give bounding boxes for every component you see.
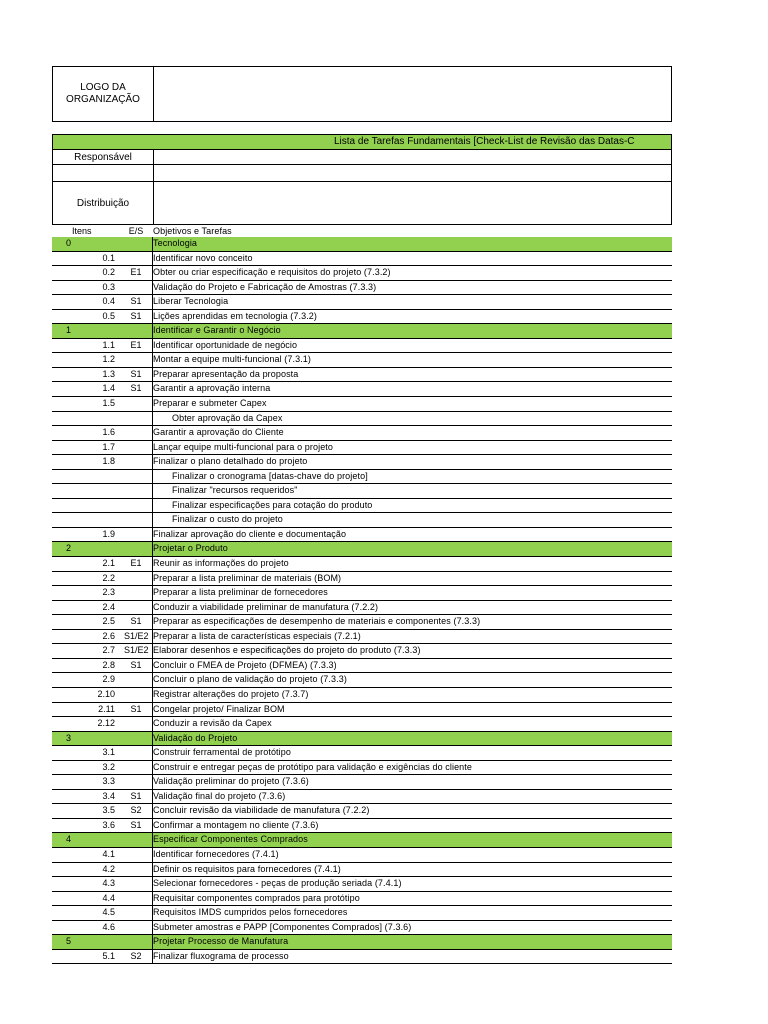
task-row [52, 717, 672, 732]
task-text: Montar a equipe multi-funcional (7.3.1) [153, 354, 311, 365]
task-row [52, 295, 672, 310]
task-row [52, 804, 672, 819]
distribution-row [52, 182, 672, 225]
task-row [52, 572, 672, 587]
row-item-number: 1.2 [102, 354, 115, 365]
row-item-number: 2.6 [102, 630, 115, 641]
row-item-number: 3.4 [102, 790, 115, 801]
row-item-number: 4.1 [102, 848, 115, 859]
task-sheet [52, 134, 672, 964]
task-text: Finalizar o cronograma [datas-chave do projeto] [172, 470, 368, 481]
column-header [52, 225, 672, 237]
task-text: Finalizar especificações para cotação do produto [172, 499, 373, 510]
sheet-title-bar [52, 134, 672, 150]
row-item-number: 0.1 [102, 252, 115, 263]
row-es: S2 [130, 805, 142, 816]
task-row [52, 470, 672, 485]
row-item-number: 3.2 [102, 761, 115, 772]
row-item-number: 1.1 [102, 339, 115, 350]
row-es: S1 [130, 659, 142, 670]
row-item-number: 2.9 [102, 674, 115, 685]
task-row [52, 761, 672, 776]
task-text: Preparar a lista de características especiais (7.2.1) [153, 630, 361, 641]
task-row [52, 848, 672, 863]
row-es: S1 [130, 790, 142, 801]
row-es: S1 [130, 296, 142, 307]
row-item-number: 2.12 [97, 718, 115, 729]
task-text: Validação final do projeto (7.3.6) [153, 790, 286, 801]
section-title: Tecnologia [153, 238, 198, 248]
section-row [52, 935, 672, 950]
distribution-label: Distribuição [53, 182, 154, 224]
section-title: Identificar e Garantir o Negócio [153, 325, 281, 336]
row-es: E1 [130, 267, 142, 278]
column-divider [152, 484, 153, 498]
row-item-number: 2.2 [102, 572, 115, 583]
task-text: Elaborar desenhos e especificações do projeto do produto (7.3.3) [153, 645, 421, 656]
task-row [52, 746, 672, 761]
task-text: Conduzir a viabilidade preliminar de manufatura (7.2.2) [153, 601, 379, 612]
task-row [52, 455, 672, 470]
task-row [52, 441, 672, 456]
task-text: Finalizar o custo do projeto [172, 514, 283, 525]
row-item-number: 2.7 [102, 645, 115, 656]
row-item-number: 1.8 [102, 456, 115, 467]
row-item-number: 2.1 [102, 558, 115, 569]
row-item-number: 0.5 [102, 310, 115, 321]
task-row [52, 615, 672, 630]
section-row [52, 833, 672, 848]
row-es: E1 [130, 558, 142, 569]
row-es: S1 [130, 368, 142, 379]
task-row [52, 528, 672, 543]
task-row [52, 775, 672, 790]
task-text: Liberar Tecnologia [153, 296, 229, 307]
logo-box [52, 66, 672, 122]
task-row [52, 863, 672, 878]
task-row [52, 412, 672, 427]
column-tasks: Objetivos e Tarefas [153, 226, 232, 236]
row-item-number: 0.2 [102, 267, 115, 278]
task-row [52, 353, 672, 368]
section-row [52, 237, 672, 252]
row-item-number: 4 [66, 834, 72, 845]
task-row [52, 557, 672, 572]
column-divider [152, 513, 153, 527]
column-es: E/S [128, 226, 144, 236]
task-row [52, 252, 672, 267]
task-row [52, 950, 672, 965]
row-item-number: 5.1 [102, 950, 115, 961]
logo-label-line1: LOGO DA [80, 82, 126, 93]
task-row [52, 819, 672, 834]
row-item-number: 1.7 [102, 441, 115, 452]
section-row [52, 732, 672, 747]
task-row [52, 790, 672, 805]
section-row [52, 324, 672, 339]
task-text: Garantir a aprovação do Cliente [153, 427, 284, 438]
task-text: Selecionar fornecedores - peças de produção seriada (7.4.1) [153, 878, 402, 889]
row-item-number: 4.2 [102, 863, 115, 874]
task-text: Finalizar aprovação do cliente e documentação [153, 528, 347, 539]
task-text: Preparar a lista preliminar de fornecedores [153, 587, 328, 598]
row-item-number: 1.9 [102, 528, 115, 539]
section-row [52, 542, 672, 557]
row-item-number: 3.3 [102, 776, 115, 787]
task-row [52, 266, 672, 281]
task-rows [52, 237, 672, 964]
task-text: Congelar projeto/ Finalizar BOM [153, 703, 285, 714]
task-row [52, 630, 672, 645]
task-text: Preparar apresentação da proposta [153, 368, 299, 379]
task-text: Finalizar o plano detalhado do projeto [153, 456, 308, 467]
row-es: S1 [130, 616, 142, 627]
task-row [52, 382, 672, 397]
column-divider [152, 412, 153, 426]
task-text: Submeter amostras e PAPP [Componentes Comprados] (7.3.6) [153, 921, 412, 932]
row-es: S2 [130, 950, 142, 961]
row-item-number: 1.6 [102, 427, 115, 438]
task-text: Preparar a lista preliminar de materiais (BOM) [153, 572, 342, 583]
task-row [52, 688, 672, 703]
row-item-number: 1 [66, 325, 72, 336]
task-row [52, 281, 672, 296]
task-text: Conduzir a revisão da Capex [153, 718, 272, 729]
column-divider [152, 470, 153, 484]
task-row [52, 484, 672, 499]
task-row [52, 644, 672, 659]
row-es: S1 [130, 819, 142, 830]
row-item-number: 3.1 [102, 747, 115, 758]
task-text: Construir ferramental de protótipo [153, 747, 291, 758]
row-item-number: 4.4 [102, 892, 115, 903]
task-text: Obter ou criar especificação e requisitos do projeto (7.3.2) [153, 267, 391, 278]
task-text: Reunir as informações do projeto [153, 558, 289, 569]
task-row [52, 659, 672, 674]
row-es: S1/E2 [124, 630, 149, 641]
row-item-number: 3 [66, 732, 72, 743]
task-row [52, 426, 672, 441]
task-row [52, 310, 672, 325]
section-title: Validação do Projeto [153, 732, 238, 743]
task-text: Identificar novo conceito [153, 252, 253, 263]
task-text: Concluir o FMEA de Projeto (DFMEA) (7.3.3) [153, 659, 337, 670]
logo-placeholder [53, 67, 154, 121]
task-text: Lições aprendidas em tecnologia (7.3.2) [153, 310, 317, 321]
task-text: Validação do Projeto e Fabricação de Amostras (7.3.3) [153, 281, 377, 292]
row-es: S1/E2 [124, 645, 149, 656]
task-row [52, 921, 672, 936]
row-es: S1 [130, 310, 142, 321]
task-row [52, 703, 672, 718]
responsible-label: Responsável [53, 150, 154, 164]
task-row [52, 499, 672, 514]
task-text: Obter aprovação da Capex [172, 412, 283, 423]
task-text: Concluir o plano de validação do projeto (7.3.3) [153, 674, 347, 685]
task-row [52, 397, 672, 412]
task-text: Preparar e submeter Capex [153, 398, 267, 409]
row-item-number: 2.3 [102, 587, 115, 598]
task-text: Confirmar a montagem no cliente (7.3.6) [153, 819, 319, 830]
column-divider [152, 499, 153, 513]
row-item-number: 2.4 [102, 601, 115, 612]
row-item-number: 0 [66, 238, 72, 248]
row-item-number: 5 [66, 936, 72, 947]
task-row [52, 339, 672, 354]
row-item-number: 1.3 [102, 368, 115, 379]
task-text: Finalizar fluxograma de processo [153, 950, 289, 961]
row-item-number: 3.5 [102, 805, 115, 816]
task-text: Definir os requisitos para fornecedores (7.4.1) [153, 863, 341, 874]
task-row [52, 601, 672, 616]
blank-meta-label [53, 165, 154, 181]
row-item-number: 2.8 [102, 659, 115, 670]
row-es: S1 [130, 383, 142, 394]
blank-meta-row [52, 165, 672, 182]
section-title: Projetar Processo de Manufatura [153, 936, 289, 947]
row-item-number: 0.4 [102, 296, 115, 307]
row-item-number: 2.5 [102, 616, 115, 627]
row-item-number: 2.10 [97, 688, 115, 699]
task-text: Garantir a aprovação interna [153, 383, 271, 394]
row-es: E1 [130, 339, 142, 350]
task-row [52, 586, 672, 601]
row-item-number: 0.3 [102, 281, 115, 292]
row-item-number: 4.5 [102, 907, 115, 918]
task-text: Registrar alterações do projeto (7.3.7) [153, 688, 309, 699]
row-item-number: 3.6 [102, 819, 115, 830]
task-text: Concluir revisão da viabilidade de manufatura (7.2.2) [153, 805, 370, 816]
task-text: Validação preliminar do projeto (7.3.6) [153, 776, 309, 787]
task-text: Identificar fornecedores (7.4.1) [153, 848, 279, 859]
row-item-number: 4.6 [102, 921, 115, 932]
section-title: Especificar Componentes Comprados [153, 834, 308, 845]
task-text: Identificar oportunidade de negócio [153, 339, 298, 350]
task-row [52, 906, 672, 921]
task-text: Construir e entregar peças de protótipo para validação e exigências do cliente [153, 761, 472, 772]
task-text: Finalizar "recursos requeridos" [172, 485, 298, 496]
sheet-title: Lista de Tarefas Fundamentais [Check-List de Revisão das Datas-C [334, 136, 635, 147]
row-item-number: 2.11 [98, 703, 115, 714]
logo-label-line2: ORGANIZAÇÃO [66, 94, 140, 105]
responsible-row [52, 150, 672, 165]
task-text: Requisitar componentes comprados para protótipo [153, 892, 360, 903]
task-row [52, 673, 672, 688]
task-row [52, 513, 672, 528]
row-item-number: 2 [66, 543, 72, 554]
task-row [52, 368, 672, 383]
task-row [52, 877, 672, 892]
task-row [52, 892, 672, 907]
task-text: Lançar equipe multi-funcional para o projeto [153, 441, 334, 452]
row-item-number: 1.4 [102, 383, 115, 394]
section-title: Projetar o Produto [153, 543, 228, 554]
row-es: S1 [130, 703, 142, 714]
task-text: Requisitos IMDS cumpridos pelos fornecedores [153, 907, 348, 918]
task-text: Preparar as especificações de desempenho de materiais e componentes (7.3.3) [153, 616, 481, 627]
column-items: Itens [72, 226, 92, 236]
row-item-number: 1.5 [102, 398, 115, 409]
row-item-number: 4.3 [102, 878, 115, 889]
